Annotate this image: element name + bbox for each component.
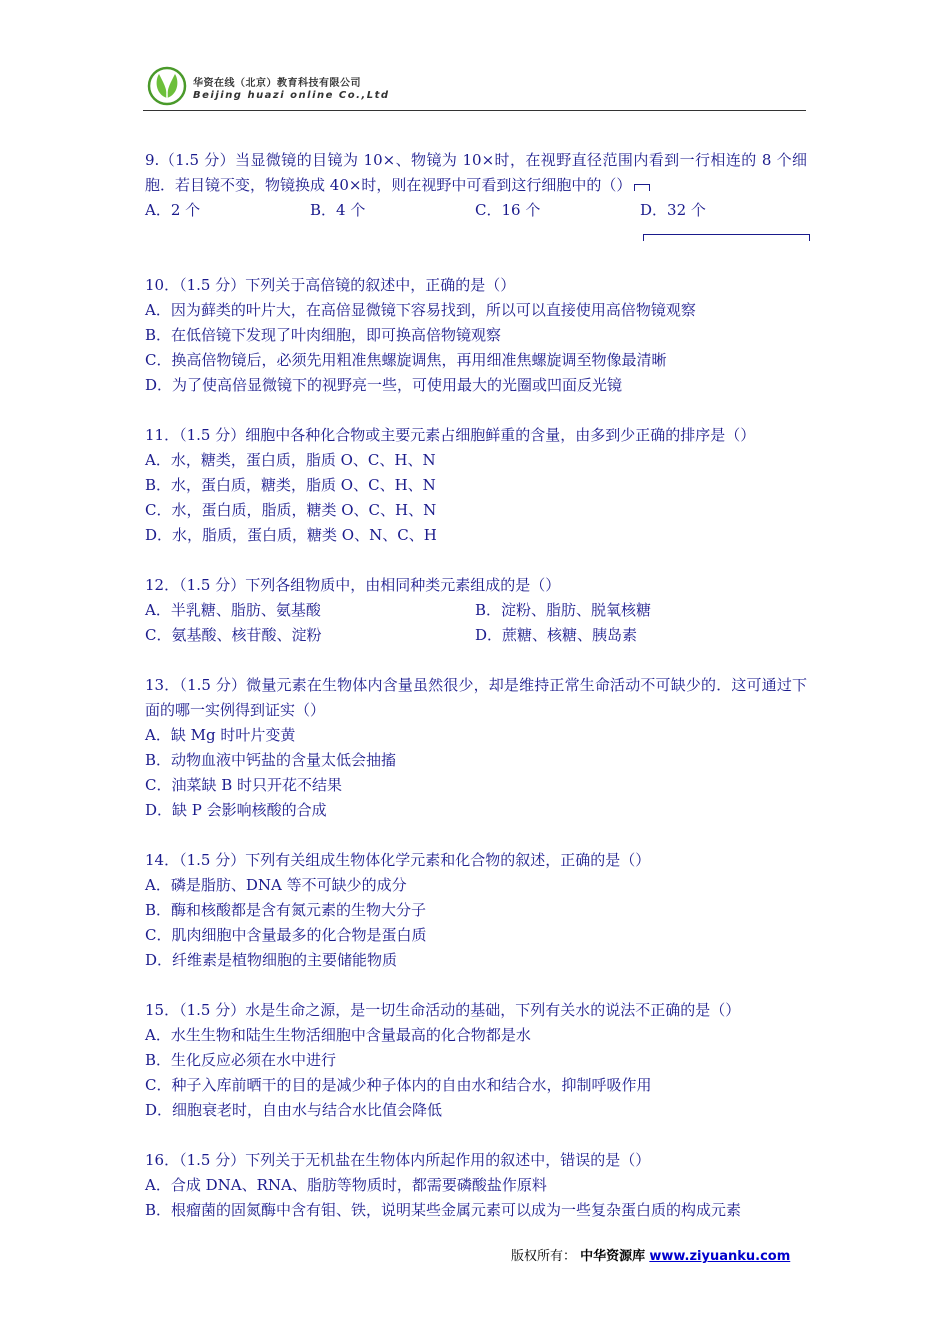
option-b[interactable]: B．动物血液中钙盐的含量太低会抽搐 [145,751,397,769]
question-stem: 12．（1.5 分）下列各组物质中，由相同种类元素组成的是（） [145,576,561,594]
answer-mark-icon [643,234,810,241]
question-9 [145,148,807,248]
option-d[interactable]: D．水，脂质，蛋白质，糖类 O、N、C、H [145,526,437,544]
option-a[interactable]: A．缺 Mg 时叶片变黄 [145,726,296,744]
option-c[interactable]: C．换高倍物镜后，必须先用粗准焦螺旋调焦，再用细准焦螺旋调至物像最清晰 [145,351,667,369]
option-a[interactable]: A．水，糖类，蛋白质，脂质 O、C、H、N [145,451,436,469]
question-15 [145,998,807,1123]
company-logo-icon [147,66,187,106]
option-d[interactable]: D．蔗糖、核糖、胰岛素 [475,626,638,644]
option-d[interactable]: D．为了使高倍显微镜下的视野亮一些，可使用最大的光圈或凹面反光镜 [145,376,623,394]
option-row [145,623,807,648]
option-d[interactable]: D．细胞衰老时，自由水与结合水比值会降低 [145,1101,443,1119]
question-11 [145,423,807,548]
footer-link[interactable]: www.ziyuanku.com [649,1249,791,1264]
option-c[interactable]: C．肌肉细胞中含量最多的化合物是蛋白质 [145,926,427,944]
question-stem: 14．（1.5 分）下列有关组成生物体化学元素和化合物的叙述，正确的是（） [145,851,651,869]
option-b[interactable]: B．生化反应必须在水中进行 [145,1051,337,1069]
option-c[interactable]: C．水，蛋白质，脂质，糖类 O、C、H、N [145,501,437,519]
question-list [145,148,807,1248]
option-a[interactable]: A．因为藓类的叶片大，在高倍显微镜下容易找到，所以可以直接使用高倍物镜观察 [145,301,696,319]
option-a[interactable]: A．水生生物和陆生生物活细胞中含量最高的化合物都是水 [145,1026,531,1044]
option-c[interactable]: C．16 个 [475,201,541,219]
option-row [145,198,807,248]
question-stem: 16．（1.5 分）下列关于无机盐在生物体内所起作用的叙述中，错误的是（） [145,1151,651,1169]
option-a[interactable]: A．半乳糖、脂肪、氨基酸 [145,601,321,619]
option-row [145,598,807,623]
question-stem: 13．（1.5 分）微量元素在生物体内含量虽然很少，却是维持正常生命活动不可缺少的．这可通过下面的哪一实例得到证实（） [145,676,807,719]
option-d[interactable]: D．纤维素是植物细胞的主要储能物质 [145,951,398,969]
question-13 [145,673,807,823]
page-footer [511,1245,790,1264]
company-name-cn: 华资在线（北京）教育科技有限公司 [193,78,361,89]
option-d[interactable]: D．缺 P 会影响核酸的合成 [145,801,327,819]
question-stem: 10．（1.5 分）下列关于高倍镜的叙述中，正确的是（） [145,276,516,294]
copyright-label: 版权所有： [511,1249,577,1264]
question-12 [145,573,807,648]
option-a[interactable]: A．磷是脂肪、DNA 等不可缺少的成分 [145,876,407,894]
option-d[interactable]: D．32 个 [640,198,805,248]
option-b[interactable]: B．酶和核酸都是含有氮元素的生物大分子 [145,901,427,919]
option-b[interactable]: B．根瘤菌的固氮酶中含有钼、铁，说明某些金属元素可以成为一些复杂蛋白质的构成元素 [145,1201,742,1219]
option-b[interactable]: B．在低倍镜下发现了叶肉细胞，即可换高倍物镜观察 [145,326,502,344]
question-stem: 9.（1.5 分）当显微镜的目镜为 10×、物镜为 10×时，在视野直径范围内看到一行相连的 8 个细胞．若目镜不变，物镜换成 40×时，则在视野中可看到这行细胞中的（） [145,151,807,194]
company-name-en: Beijing huazi online Co.,Ltd [193,90,390,101]
option-b[interactable]: B．水，蛋白质，糖类，脂质 O、C、H、N [145,476,436,494]
option-c[interactable]: C．氨基酸、核苷酸、淀粉 [145,626,322,644]
question-10 [145,273,807,398]
option-b[interactable]: B．淀粉、脂肪、脱氧核糖 [475,601,652,619]
footer-brand: 中华资源库 [580,1249,646,1264]
answer-mark-icon [634,184,650,191]
question-16 [145,1148,807,1223]
question-14 [145,848,807,973]
option-a[interactable]: A．2 个 [145,201,201,219]
option-b[interactable]: B．4 个 [310,201,366,219]
option-c[interactable]: C．油菜缺 B 时只开花不结果 [145,776,343,794]
option-a[interactable]: A．合成 DNA、RNA、脂肪等物质时，都需要磷酸盐作原料 [145,1176,547,1194]
option-c[interactable]: C．种子入库前晒干的目的是减少种子体内的自由水和结合水，抑制呼吸作用 [145,1076,652,1094]
page-header [143,62,806,111]
question-stem: 11．（1.5 分）细胞中各种化合物或主要元素占细胞鲜重的含量，由多到少正确的排序是（） [145,426,756,444]
question-stem: 15．（1.5 分）水是生命之源，是一切生命活动的基础，下列有关水的说法不正确的是（） [145,1001,741,1019]
